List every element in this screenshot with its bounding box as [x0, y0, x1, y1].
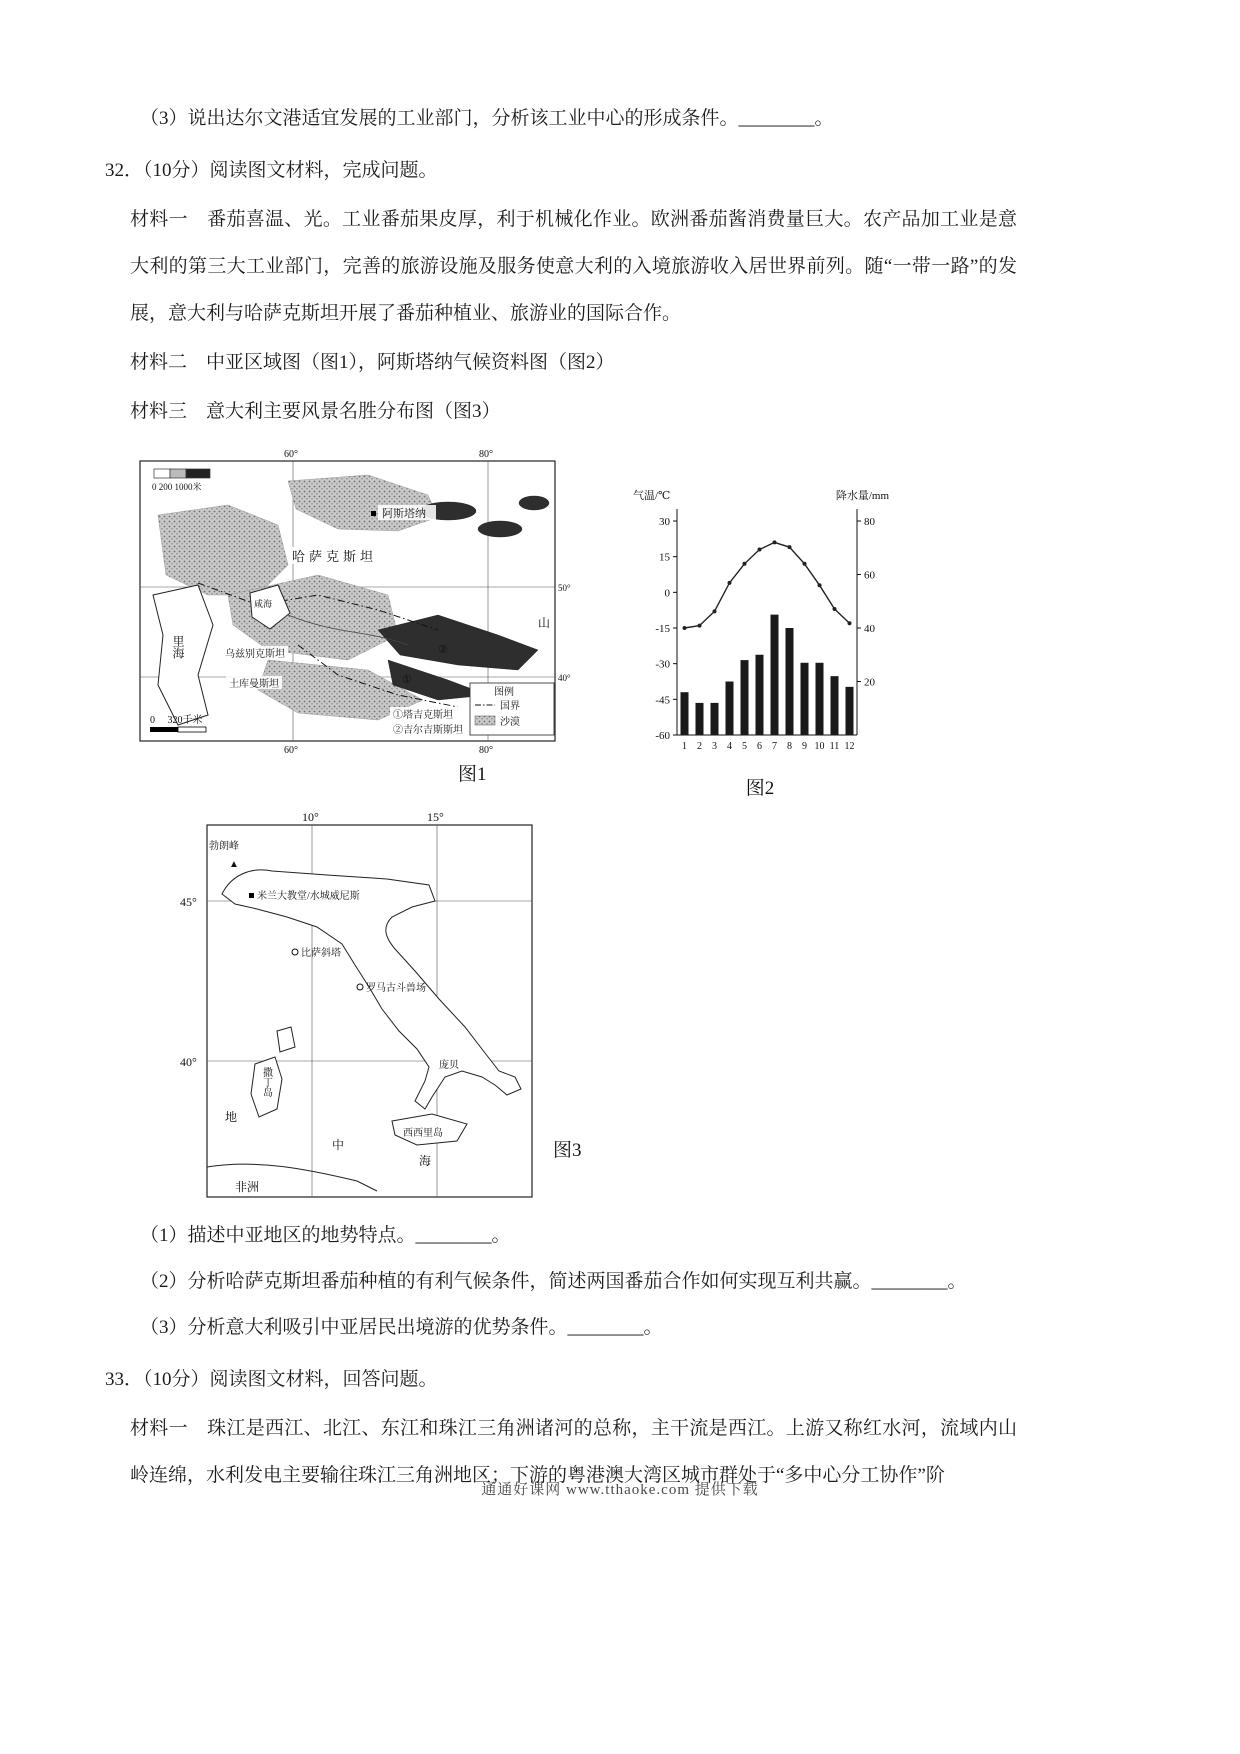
mediterranean-label-3: 海 [419, 1154, 432, 1168]
month-label: 11 [829, 741, 840, 752]
temp-point [818, 583, 822, 587]
temp-tick-label: -15 [655, 623, 670, 635]
temp-tick-label: -60 [655, 730, 670, 742]
precip-bar [846, 687, 854, 735]
astana-marker [371, 511, 376, 516]
precip-tick-label: 60 [864, 569, 875, 582]
aral-sea-label: 咸海 [254, 599, 273, 609]
month-label: 5 [742, 741, 747, 752]
page-footer: 通通好课网 www.tthaoke.com 提供下载 [481, 1482, 759, 1498]
map1-legend [470, 683, 554, 735]
pompeii-label: 庞贝 [439, 1060, 459, 1071]
central-asia-map-svg [138, 445, 578, 757]
legend-border-label: 国界 [500, 701, 520, 712]
lon60-top-label: 60° [284, 449, 298, 460]
mountain-ne-2 [478, 521, 522, 537]
temp-line [685, 542, 850, 628]
lon60-bottom-label: 60° [284, 745, 298, 756]
q32-material-1: 材料一 番茄喜温、光。工业番茄果皮厚，利于机械化作业。欧洲番茄酱消费量巨大。农产品加工业是意大利的第三大工业部门，完善的旅游设施及服务使意大利的入境旅游收入居世界前列。随“一带一路”的发展，意大利与哈萨克斯坦开展了番茄种植业、旅游业的国际合作。 [130, 209, 1017, 324]
scale-label: 0 320千米 [150, 715, 203, 726]
precip-bar [711, 703, 719, 735]
q32-sub3: （3）分析意大利吸引中亚居民出境游的优势条件。________。 [140, 1317, 663, 1338]
temp-axis-title: 气温/℃ [633, 490, 671, 502]
tajikistan-circle-marker: ① [402, 674, 412, 686]
scale-seg-1 [150, 727, 178, 732]
question-33-header: 33．（10分）阅读图文材料，回答问题。 [105, 1369, 438, 1390]
month-label: 12 [844, 741, 855, 752]
legend-desert-sample [475, 716, 495, 725]
elev-low-swatch [154, 469, 170, 478]
temp-tick-label: 15 [659, 551, 670, 564]
map1-scale-bar [150, 713, 206, 732]
temp-point [743, 562, 747, 566]
temp-tick-label: -45 [655, 694, 670, 707]
precip-bar [831, 676, 839, 735]
kyrgyzstan-circle-marker: ② [438, 644, 448, 656]
precip-tick-label: 80 [864, 516, 875, 528]
africa-label: 非洲 [235, 1180, 260, 1194]
precip-bar [726, 682, 734, 736]
temp-point [848, 621, 852, 625]
climate-chart-figure [625, 475, 895, 800]
mountain-ne-3 [519, 496, 549, 510]
mont-blanc-label: 勃朗峰 [209, 841, 239, 852]
elev-mid-swatch [170, 469, 186, 478]
rome-label: 罗马古斗兽场 [366, 983, 426, 994]
temp-point [758, 548, 762, 552]
precip-bar [756, 655, 764, 735]
month-label: 10 [814, 741, 825, 752]
precip-bar [771, 615, 779, 735]
precip-axis-title: 降水量/mm [835, 490, 889, 502]
temp-tick-label: 30 [659, 516, 670, 528]
mediterranean-label-2: 中 [332, 1138, 345, 1152]
astana-label: 阿斯塔纳 [382, 508, 426, 520]
mediterranean-label-1: 地 [225, 1110, 238, 1124]
month-label: 2 [697, 741, 702, 752]
precip-tick-label: 40 [864, 623, 875, 635]
pisa-marker [292, 949, 298, 955]
precip-bar [681, 692, 689, 735]
pisa-label: 比萨斜塔 [301, 948, 341, 959]
temp-tick-label: -30 [655, 658, 670, 671]
mont-blanc-icon: ▲ [229, 859, 239, 870]
figures-row [105, 445, 1017, 803]
temp-point [803, 562, 807, 566]
figure2-caption: 图2 [745, 778, 775, 799]
month-label: 9 [802, 741, 807, 752]
scale-seg-2 [178, 727, 206, 732]
lat45-label: 45° [180, 895, 197, 909]
q32-sub2: （2）分析哈萨克斯坦番茄种植的有利气候条件，简述两国番茄合作如何实现互利共赢。________。 [140, 1271, 967, 1292]
precip-bar [696, 703, 704, 735]
temp-point [713, 609, 717, 613]
uzbekistan-label: 乌兹别克斯坦 [225, 649, 285, 660]
precip-bar [801, 663, 809, 735]
month-label: 8 [787, 741, 792, 752]
milan-venice-label: 米兰大教堂/水城威尼斯 [257, 891, 360, 902]
lat40-label: 40° [558, 673, 571, 683]
lon10-label: 10° [302, 810, 319, 824]
temp-point [833, 607, 837, 611]
q32-material-3: 材料三 意大利主要风景名胜分布图（图3） [130, 401, 501, 422]
italy-map-figure [105, 809, 1017, 1213]
mountain-char-label: 山 [538, 616, 551, 630]
tajikistan-note: ①塔吉克斯坦 [393, 710, 453, 721]
month-label: 4 [727, 741, 732, 752]
temp-point [728, 581, 732, 585]
q32-material-2: 材料二 中亚区域图（图1），阿斯塔纳气候资料图（图2） [130, 352, 615, 373]
month-label: 3 [712, 741, 717, 752]
question-32-header: 32．（10分）阅读图文材料，完成问题。 [105, 160, 438, 181]
caspian-sea-label: 里海 [171, 635, 185, 659]
month-label: 7 [772, 741, 777, 752]
temp-point [698, 624, 702, 628]
kazakhstan-label: 哈萨克斯坦 [292, 549, 378, 564]
precip-bar [741, 660, 749, 735]
kyrgyzstan-note: ②吉尔吉斯斯坦 [393, 725, 463, 736]
legend-desert-label: 沙漠 [500, 717, 520, 728]
elev-scale-label: 0 200 1000米 [152, 482, 202, 492]
lon15-label: 15° [427, 810, 444, 824]
legend-title: 图例 [494, 687, 514, 698]
lon80-top-label: 80° [479, 449, 493, 460]
lon80-bottom-label: 80° [479, 745, 493, 756]
turkmenistan-label: 土库曼斯坦 [229, 679, 279, 690]
month-label: 6 [757, 741, 762, 752]
figure3-caption: 图3 [553, 1140, 582, 1161]
climate-chart-svg [625, 475, 895, 771]
sicily-label: 西西里岛 [403, 1128, 443, 1139]
question-31-part3: （3）说出达尔文港适宜发展的工业部门，分析该工业中心的形成条件。________。 [140, 108, 834, 129]
lat50-label: 50° [558, 583, 571, 593]
milan-marker [249, 893, 254, 898]
italy-map-svg [177, 809, 557, 1207]
content-column [105, 96, 1017, 1499]
precip-tick-label: 20 [864, 676, 875, 689]
precip-bar [786, 628, 794, 735]
central-asia-map-figure [138, 445, 578, 786]
rome-marker [357, 984, 363, 990]
q33-material-1: 材料一 珠江是西江、北江、东江和珠江三角洲诸河的总称，主干流是西江。上游又称红水河，流域内山岭连绵，水利发电主要输往珠江三角洲地区；下游的粤港澳大湾区城市群处于“多中心分工协作”阶 [130, 1418, 1017, 1486]
temp-point [773, 540, 777, 544]
sardinia-label: 撒丁岛 [260, 1067, 272, 1097]
temp-tick-label: 0 [664, 587, 670, 600]
lat40-label: 40° [180, 1055, 197, 1069]
month-label: 1 [682, 741, 687, 752]
q32-sub1: （1）描述中亚地区的地势特点。________。 [140, 1225, 511, 1246]
precip-bar [816, 663, 824, 735]
elev-high-swatch [186, 469, 210, 478]
temp-point [683, 626, 687, 630]
figure1-caption: 图1 [458, 764, 487, 785]
temp-point [788, 545, 792, 549]
